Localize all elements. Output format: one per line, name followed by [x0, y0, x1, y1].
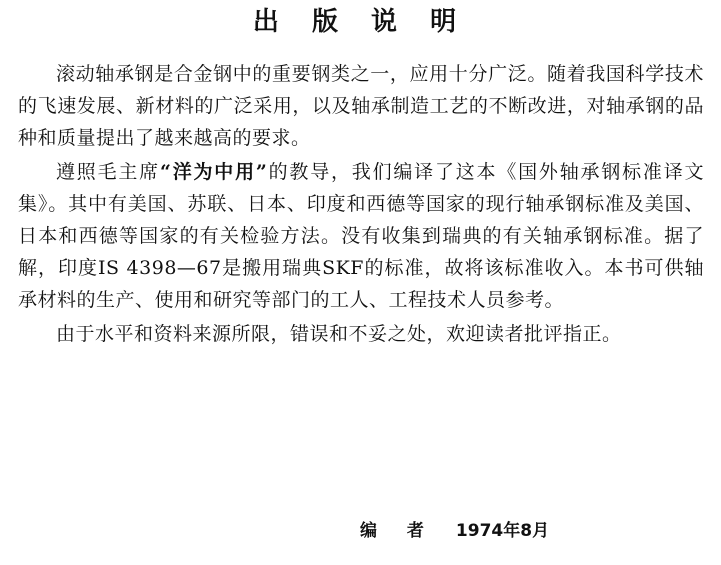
signature-line — [360, 518, 549, 544]
paragraph-compilation — [18, 156, 704, 316]
paragraph-closing: 由于水平和资料来源所限，错误和不妥之处，欢迎读者批评指正。 — [56, 323, 622, 345]
quotation-text: “洋为中用” — [159, 161, 268, 183]
page-title: 出 版 说 明 — [252, 7, 469, 37]
signature-editor: 编 者 — [360, 521, 436, 541]
paragraph-compilation-rest: 的教导，我们编译了这本《国外轴承钢标准译文集》。其中有美国、苏联、日本、印度和西德等国家的现行轴承钢标准及美国、日本和西德等国家的有关检验方法。没有收集到瑞典的有关轴承钢标准。据了解，印度IS 4398—67是搬用瑞典SKF的标准，故将该标准收入。本书可供轴承材料的生产、使用和研究等部门的工人、工程技术人员参考。 — [18, 161, 704, 311]
signature-date: 1974年8月 — [455, 521, 550, 541]
paragraph-compilation-lead: 遵照毛主席 — [56, 161, 160, 183]
document-body — [18, 58, 704, 350]
paragraph-intro: 滚动轴承钢是合金钢中的重要钢类之一，应用十分广泛。随着我国科学技术的飞速发展、新材料的广泛采用，以及轴承制造工艺的不断改进，对轴承钢的品种和质量提出了越来越高的要求。 — [18, 63, 704, 149]
